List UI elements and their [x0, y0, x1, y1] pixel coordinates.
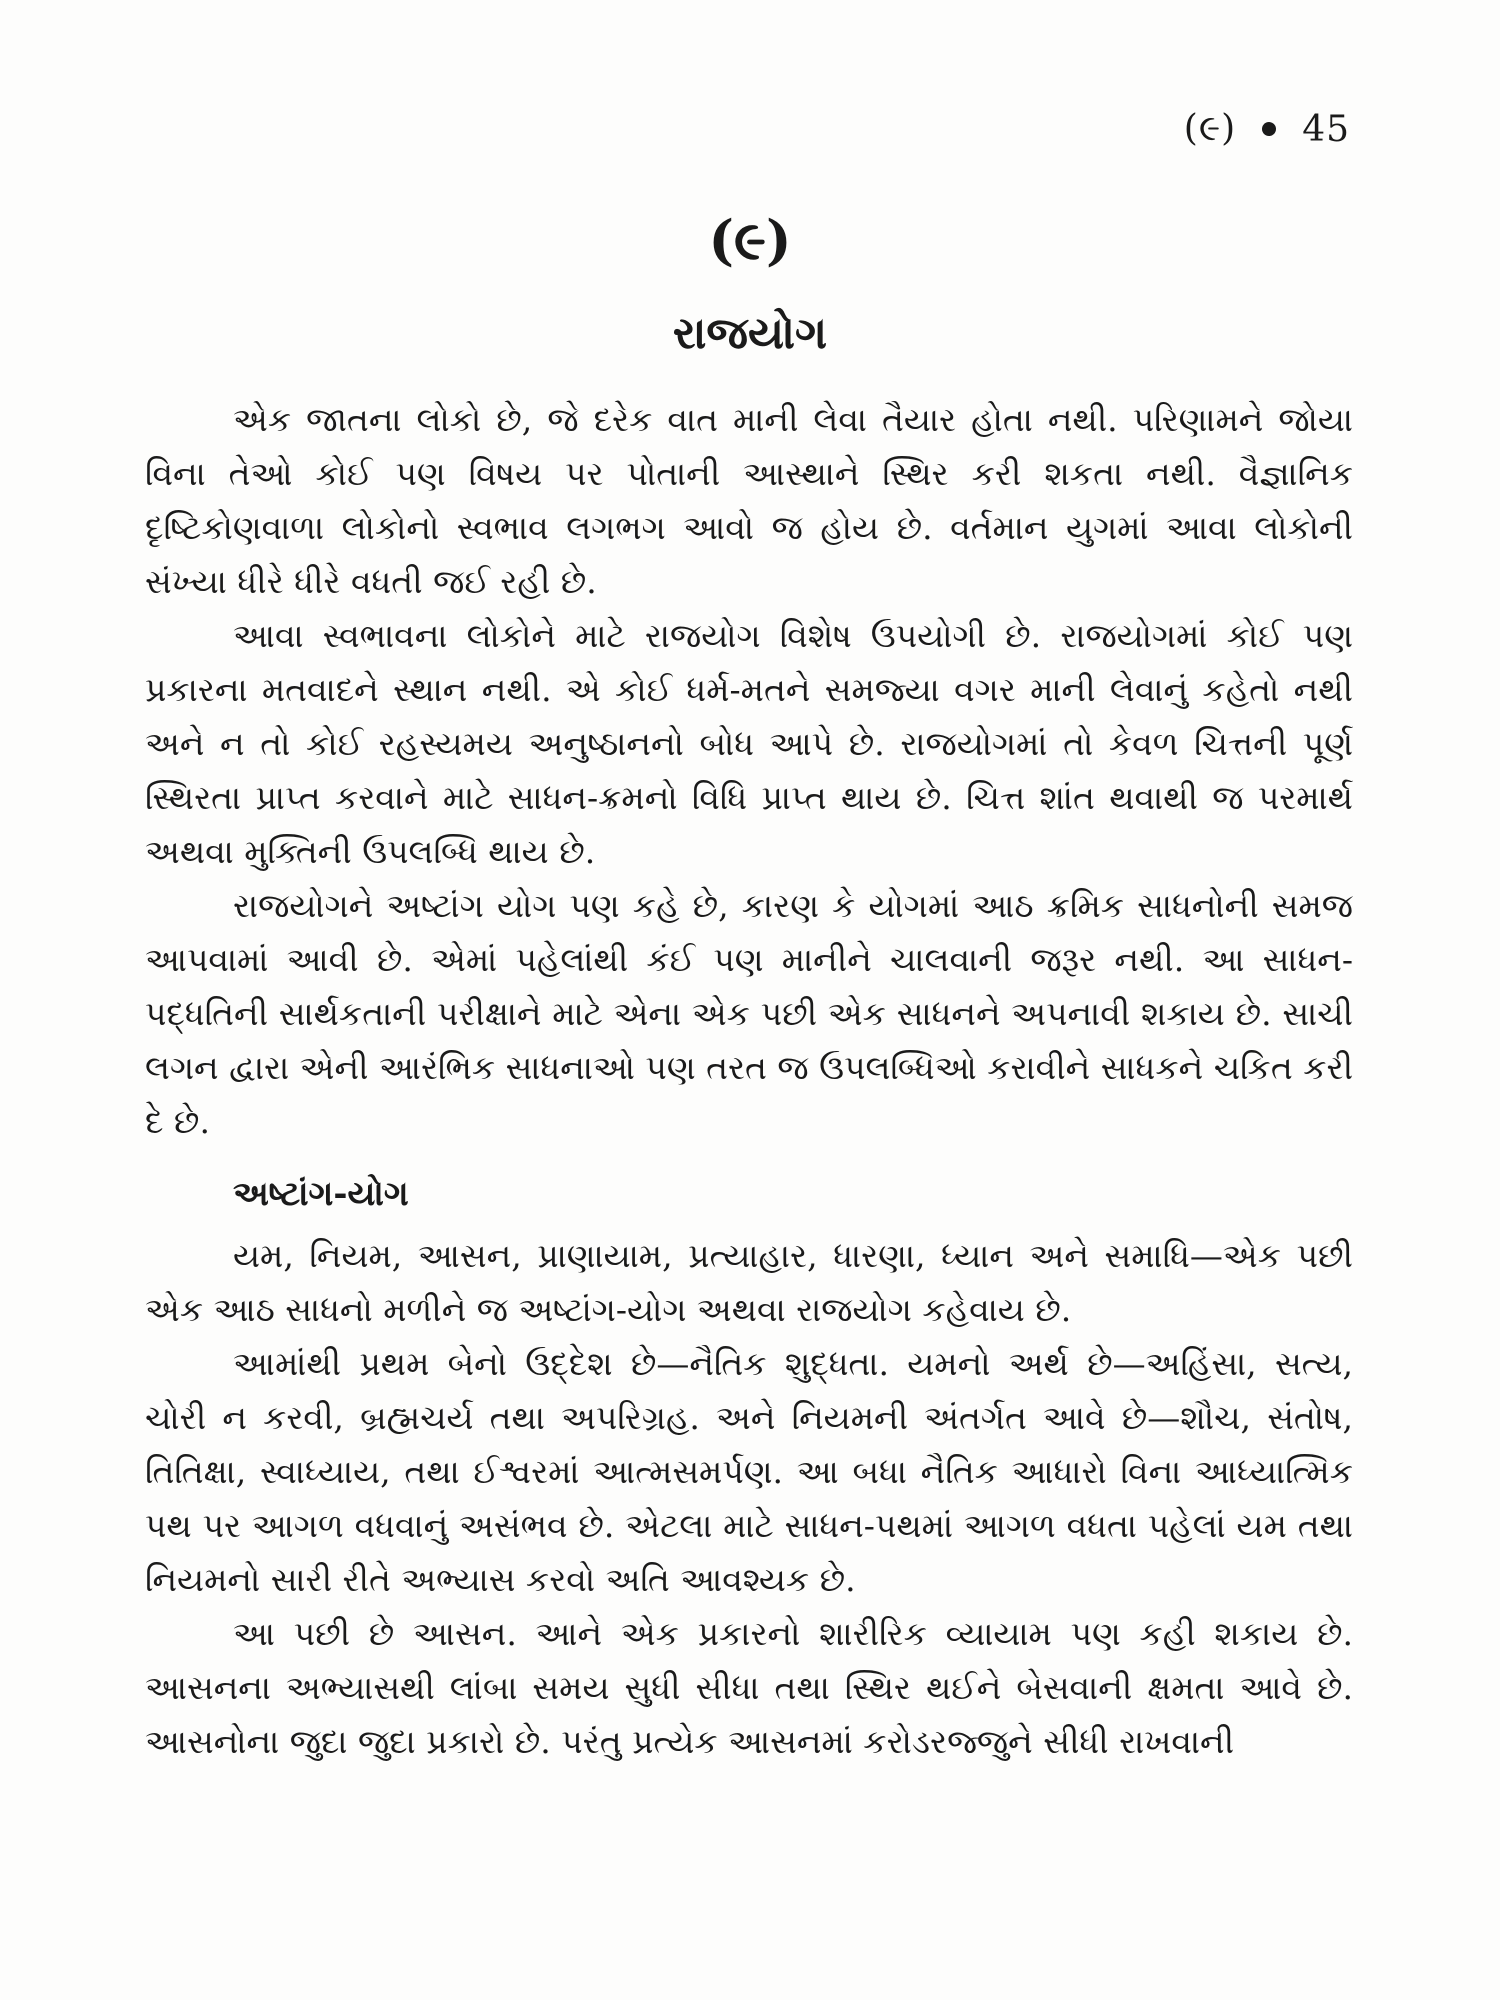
bullet-icon: [1262, 122, 1276, 136]
chapter-number: (૯): [708, 208, 792, 272]
paragraph: યમ, નિયમ, આસન, પ્રાણાયામ, પ્રત્યાહાર, ધારણા, ધ્યાન અને સમાધિ—એક પછી એક આઠ સાધનો મળીને જ અષ્ટાંગ-યોગ અથવા રાજયોગ કહેવાય છે.: [145, 1236, 1353, 1329]
paragraph: આ પછી છે આસન. આને એક પ્રકારનો શારીરિક વ્યાયામ પણ કહી શકાય છે. આસનના અભ્યાસથી લાંબા સમય સુધી સીધા તથા સ્થિર થઈને બેસવાની ક્ષમતા આવે છે. આસનોના જુદા જુદા પ્રકારો છે. પરંતુ પ્રત્યેક આસનમાં કરોડરજ્જુને સીધી રાખવાની: [145, 1614, 1353, 1761]
chapter-title: રાજયોગ: [672, 308, 828, 359]
paragraph: એક જાતના લોકો છે, જે દરેક વાત માની લેવા તૈયાર હોતા નથી. પરિણામને જોયા વિના તેઓ કોઈ પણ વિષય પર પોતાની આસ્થાને સ્થિર કરી શકતા નથી. વૈજ્ઞાનિક દૃષ્ટિકોણવાળા લોકોનો સ્વભાવ લગભગ આવો જ હોય છે. વર્તમાન યુગમાં આવા લોકોની સંખ્યા ધીરે ધીરે વધતી જઈ રહી છે.: [145, 400, 1353, 601]
paragraph: રાજયોગને અષ્ટાંગ યોગ પણ કહે છે, કારણ કે યોગમાં આઠ ક્રમિક સાધનોની સમજ આપવામાં આવી છે. એમાં પહેલાંથી કંઈ પણ માનીને ચાલવાની જરૂર નથી. આ સાધન-પદ્ધતિની સાર્થકતાની પરીક્ષાને માટે એના એક પછી એક સાધનને અપનાવી શકાય છે. સાચી લગન દ્વારા એની આરંભિક સાધનાઓ પણ તરત જ ઉપલબ્ધિઓ કરાવીને સાધકને ચકિત કરી દે છે.: [145, 886, 1354, 1141]
page-number: 45: [1302, 108, 1350, 150]
header-chapter-marker: (૯): [1183, 108, 1237, 149]
section-heading: અષ્ટાંગ-યોગ: [233, 1174, 409, 1214]
body-text: [145, 393, 1353, 1769]
paragraph: આમાંથી પ્રથમ બેનો ઉદ્દેશ છે—નૈતિક શુદ્ધતા. યમનો અર્થ છે—અહિંસા, સત્ય, ચોરી ન કરવી, બ્રહ્મચર્ય તથા અપરિગ્રહ. અને નિયમની અંતર્ગત આવે છે—શૌચ, સંતોષ, તિતિક્ષા, સ્વાધ્યાય, તથા ઈશ્વરમાં આત્મસમર્પણ. આ બધા નૈતિક આધારો વિના આધ્યાત્મિક પથ પર આગળ વધવાનું અસંભવ છે. એટલા માટે સાધન-પથમાં આગળ વધતા પહેલાં યમ તથા નિયમનો સારી રીતે અભ્યાસ કરવો અતિ આવશ્યક છે.: [145, 1344, 1353, 1599]
paragraph: આવા સ્વભાવના લોકોને માટે રાજયોગ વિશેષ ઉપયોગી છે. રાજયોગમાં કોઈ પણ પ્રકારના મતવાદને સ્થાન નથી. એ કોઈ ધર્મ-મતને સમજ્યા વગર માની લેવાનું કહેતો નથી અને ન તો કોઈ રહસ્યમય અનુષ્ઠાનનો બોધ આપે છે. રાજયોગમાં તો કેવળ ચિત્તની પૂર્ણ સ્થિરતા પ્રાપ્ત કરવાને માટે સાધન-ક્રમનો વિધિ પ્રાપ્ત થાય છે. ચિત્ત શાંત થવાથી જ પરમાર્થ અથવા મુક્તિની ઉપલબ્ધિ થાય છે.: [145, 616, 1353, 871]
running-header: [1184, 108, 1350, 150]
